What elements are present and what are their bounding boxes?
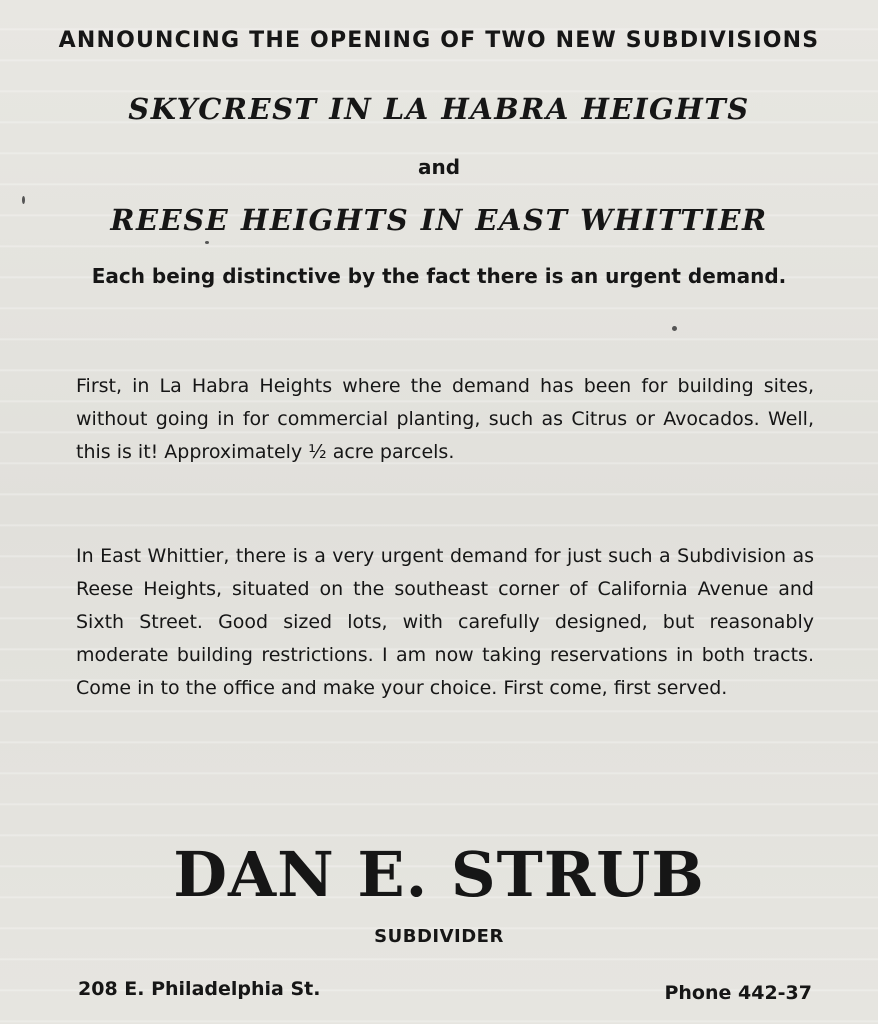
subdivision-one-title: SKYCREST IN LA HABRA HEIGHTS	[128, 92, 750, 126]
tagline: Each being distinctive by the fact there is an urgent demand.	[91, 264, 787, 288]
print-speck	[205, 241, 209, 244]
subdivision-two-title: REESE HEIGHTS IN EAST WHITTIER	[110, 203, 768, 237]
office-address: 208 E. Philadelphia St.	[78, 978, 321, 1000]
paragraph-la-habra: First, in La Habra Heights where the demand has been for building sites, without going in for commercial planting, such as Citrus or Avocados. Well, this is it! Approximately ½ acre parcels.	[76, 375, 814, 463]
paragraph-east-whittier: In East Whittier, there is a very urgent demand for just such a Subdivision as Reese Heights, situated on the southeast corner of California Avenue and Sixth Street. Good sized lots, with carefully designed, but reasonably moderate building restrictions. I am now taking reservations in both tracts. Come in to the office and make your choice. First come, first served.	[76, 545, 814, 699]
print-speck	[22, 196, 25, 204]
headline: ANNOUNCING THE OPENING OF TWO NEW SUBDIVISIONS	[58, 28, 820, 53]
advertiser-role: SUBDIVIDER	[374, 926, 504, 947]
phone-number: Phone 442-37	[664, 982, 812, 1004]
conjunction-text: and	[417, 155, 461, 179]
advertiser-name: DAN E. STRUB	[173, 838, 705, 911]
print-speck	[672, 326, 677, 331]
